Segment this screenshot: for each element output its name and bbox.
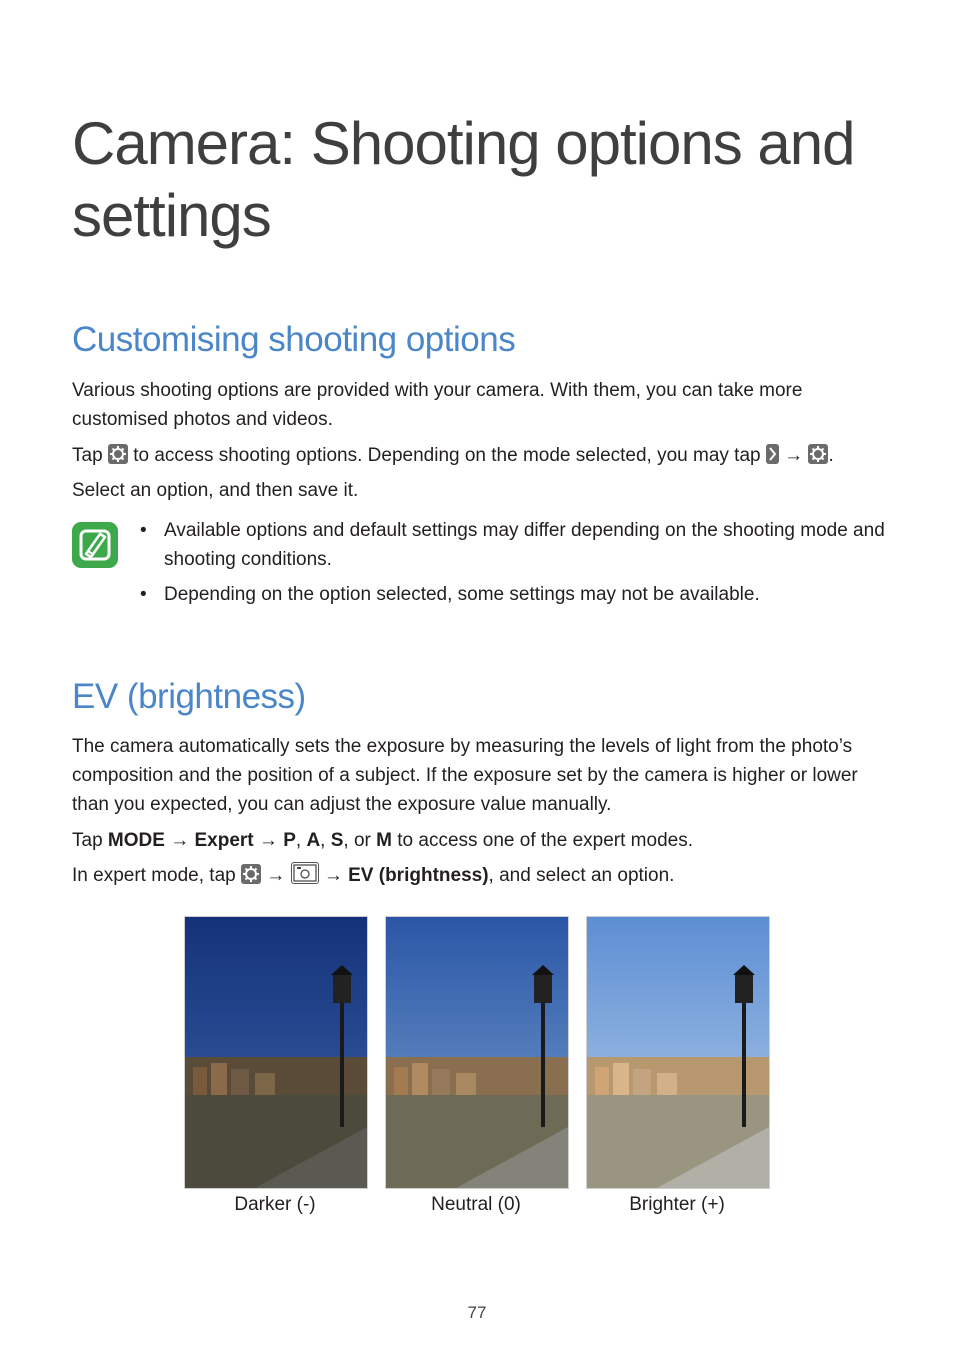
camera-icon [291,862,319,884]
text-segment: , [320,830,331,851]
tap-mode-paragraph [72,826,892,855]
photo-neutral [385,916,569,1189]
settings-gear-icon [108,444,128,464]
intro-paragraph: Various shooting options are provided with your camera. With them, you can take more customised photos and videos. [72,380,803,430]
photo-caption: Neutral (0) [431,1194,521,1215]
page-number: 77 [467,1303,487,1322]
photo-neutral-image [386,917,568,1188]
mode-s-label: S [330,830,344,851]
expand-chevron-icon [766,444,779,464]
settings-gear-icon [808,444,828,464]
tap-settings-paragraph [72,441,892,470]
text-segment: Tap [72,830,108,851]
bullet-glyph: • [140,520,147,541]
expert-mode-paragraph [72,861,892,890]
photo-brighter [586,916,770,1189]
ev-brightness-label: EV (brightness) [348,865,489,886]
note-item: Depending on the option selected, some settings may not be available. [164,584,760,605]
photo-darker [184,916,368,1189]
page-title: Camera: Shooting options and settings [72,110,855,249]
settings-gear-icon [241,864,261,884]
ev-description-paragraph: The camera automatically sets the exposure by measuring the levels of light from the photo’s composition and the position of a subject. If the exposure set by the camera is higher or lower than you expected, you can adjust the exposure value manually. [72,736,858,815]
mode-p-label: P [283,830,296,851]
arrow-glyph: → [318,865,349,886]
text-segment: . [828,445,834,466]
mode-a-label: A [306,830,321,851]
expert-label: Expert [194,830,254,851]
text-segment: , or [343,830,377,851]
photo-darker-image [185,917,367,1188]
text-segment: to access one of the expert modes. [391,830,693,851]
section-heading-customising: Customising shooting options [72,320,516,359]
mode-m-label: M [376,830,392,851]
mode-label: MODE [107,830,165,851]
text-segment: , [295,830,307,851]
arrow-glyph: → [164,830,195,851]
arrow-glyph: → [253,830,284,851]
note-item: Available options and default settings may differ depending on the shooting mode and shooting conditions. [164,520,885,570]
text-segment: Tap [72,445,108,466]
arrow-glyph: → [778,445,809,466]
arrow-glyph: → [261,865,291,886]
select-option-paragraph: Select an option, and then save it. [72,480,359,501]
photo-caption: Darker (-) [234,1194,316,1215]
section-heading-ev-brightness: EV (brightness) [72,677,306,716]
text-segment: to access shooting options. Depending on the mode selected, you may tap [127,445,766,466]
bullet-glyph: • [140,584,147,605]
text-segment: In expert mode, tap [72,865,241,886]
photo-brighter-image [587,917,769,1188]
text-segment: , and select an option. [488,865,675,886]
note-pencil-icon [72,522,118,568]
photo-caption: Brighter (+) [629,1194,725,1215]
